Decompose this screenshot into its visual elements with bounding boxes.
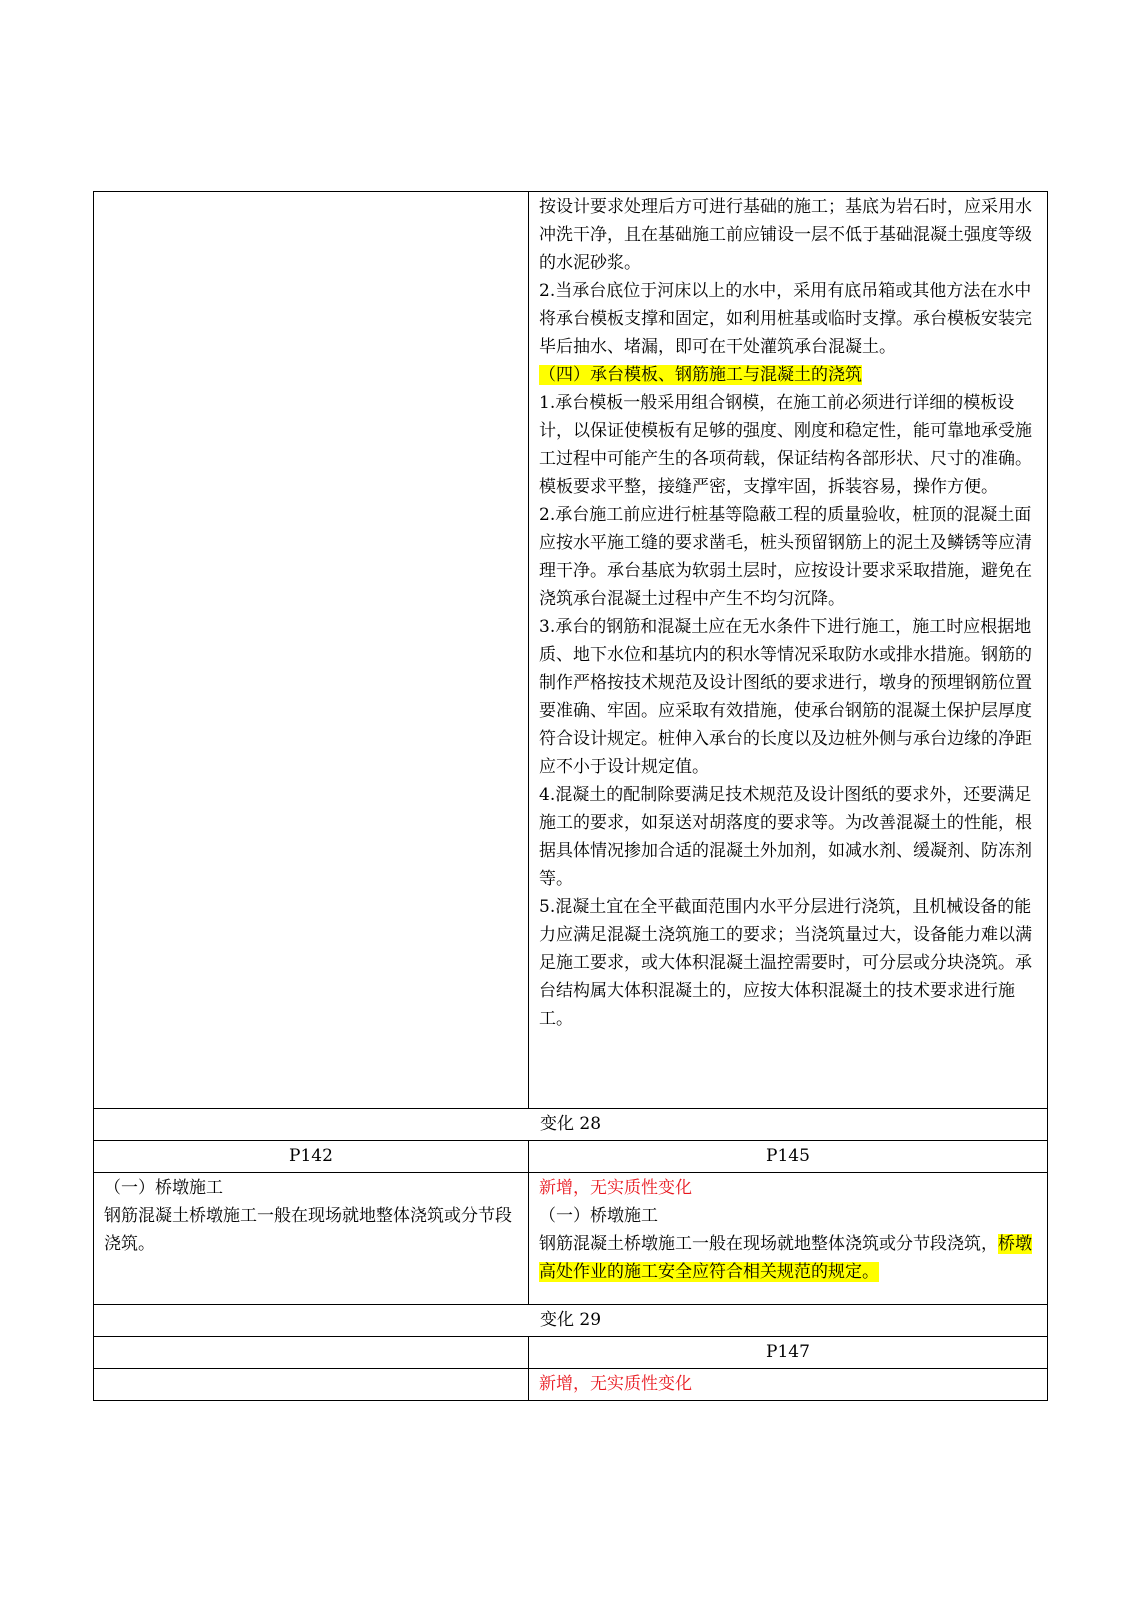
old-content-cell	[94, 192, 529, 1109]
old-page-number	[94, 1337, 529, 1369]
page-number-row	[94, 1141, 1048, 1173]
old-page-number: P142	[94, 1141, 529, 1173]
paragraph: 钢筋混凝土桥墩施工一般在现场就地整体浇筑或分节段浇筑。	[104, 1206, 512, 1254]
section-heading: （一）桥墩施工	[539, 1206, 658, 1226]
old-content-cell	[94, 1173, 529, 1305]
section-heading	[539, 361, 1037, 389]
new-content-cell	[529, 1369, 1048, 1401]
change-label: 变化 29	[94, 1305, 1048, 1337]
new-page-number: P145	[529, 1141, 1048, 1173]
new-content-cell	[529, 1173, 1048, 1305]
paragraph	[539, 1230, 1037, 1286]
table-row	[94, 192, 1048, 1109]
section-heading: （一）桥墩施工	[104, 1178, 223, 1198]
change-note: 新增，无实质性变化	[539, 1178, 692, 1198]
highlighted-text: 桥墩高处作业的施工安全应符合相关规范的规定。	[539, 1234, 1032, 1282]
paragraph: 按设计要求处理后方可进行基础的施工；基底为岩石时，应采用水冲洗干净，且在基础施工前应铺设一层不低于基础混凝土强度等级的水泥砂浆。	[539, 197, 1032, 273]
new-page-number: P147	[529, 1337, 1048, 1369]
change-label-row	[94, 1305, 1048, 1337]
paragraph: 1.承台模板一般采用组合钢模，在施工前必须进行详细的模板设计，以保证使模板有足够的强度、刚度和稳定性，能可靠地承受施工过程中可能产生的各项荷载，保证结构各部形状、尺寸的准确。模板要求平整，接缝严密，支撑牢固，拆装容易，操作方便。	[539, 393, 1032, 497]
change-note: 新增，无实质性变化	[539, 1374, 692, 1394]
paragraph: 5.混凝土宜在全平截面范围内水平分层进行浇筑，且机械设备的能力应满足混凝土浇筑施工的要求；当浇筑量过大，设备能力难以满足施工要求，或大体积混凝土温控需要时，可分层或分块浇筑。承台结构属大体积混凝土的，应按大体积混凝土的技术要求进行施工。	[539, 897, 1032, 1029]
table-row	[94, 1369, 1048, 1401]
paragraph: 4.混凝土的配制除要满足技术规范及设计图纸的要求外，还要满足施工的要求，如泵送对胡落度的要求等。为改善混凝土的性能，根据具体情况掺加合适的混凝土外加剂，如减水剂、缓凝剂、防冻剂等。	[539, 785, 1032, 889]
page-number-row	[94, 1337, 1048, 1369]
new-content-cell	[529, 192, 1048, 1109]
paragraph: 2.承台施工前应进行桩基等隐蔽工程的质量验收，桩顶的混凝土面应按水平施工缝的要求凿毛，桩头预留钢筋上的泥土及鳞锈等应清理干净。承台基底为软弱土层时，应按设计要求采取措施，避免在浇筑承台混凝土过程中产生不均匀沉降。	[539, 505, 1032, 609]
old-content-cell	[94, 1369, 529, 1401]
comparison-table	[93, 191, 1048, 1401]
paragraph: 3.承台的钢筋和混凝土应在无水条件下进行施工，施工时应根据地质、地下水位和基坑内的积水等情况采取防水或排水措施。钢筋的制作严格按技术规范及设计图纸的要求进行，墩身的预埋钢筋位置要准确、牢固。应采取有效措施，使承台钢筋的混凝土保护层厚度符合设计规定。桩伸入承台的长度以及边桩外侧与承台边缘的净距应不小于设计规定值。	[539, 617, 1032, 777]
highlighted-heading: （四）承台模板、钢筋施工与混凝土的浇筑	[539, 365, 862, 385]
table-row	[94, 1173, 1048, 1305]
change-label: 变化 28	[94, 1109, 1048, 1141]
change-label-row	[94, 1109, 1048, 1141]
paragraph-text: 钢筋混凝土桥墩施工一般在现场就地整体浇筑或分节段浇筑，	[539, 1234, 998, 1254]
paragraph: 2.当承台底位于河床以上的水中，采用有底吊箱或其他方法在水中将承台模板支撑和固定，如利用桩基或临时支撑。承台模板安装完毕后抽水、堵漏，即可在干处灌筑承台混凝土。	[539, 281, 1032, 357]
